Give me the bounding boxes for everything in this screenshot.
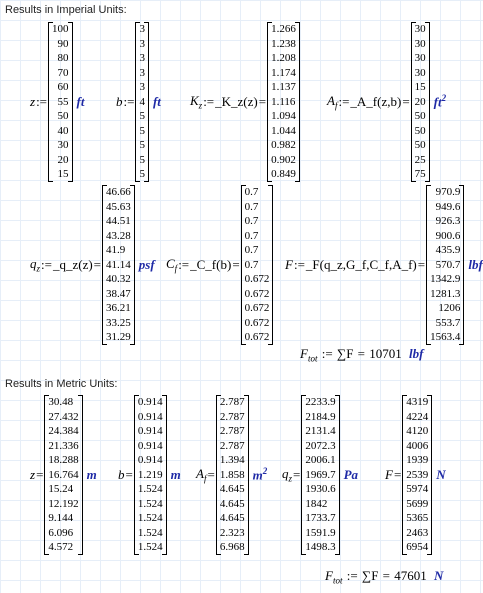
matrix-cell: 949.6 [435, 200, 461, 213]
metric-af-unit: $m^2$ [252, 466, 268, 483]
matrix-cell: 0.672 [244, 302, 270, 314]
define-operator: := [346, 568, 358, 583]
matrix-cell: 6.096 [48, 526, 74, 539]
matrix-cell: 5 [139, 124, 145, 137]
matrix-cell: 30 [414, 52, 426, 64]
matrix-cell: 5 [139, 168, 145, 180]
define-operator: := [203, 93, 215, 109]
ftot-result: 10701 [369, 346, 402, 361]
matrix-cell: 0.7 [244, 258, 259, 271]
matrix-cell: 4.645 [219, 512, 245, 524]
imperial-qz-equation[interactable]: $q_z$ := _q_z(z) = 46.66 45.63 44.51 43.28 41.9 41.14 40.32 38.47 36.21 33.25 31.29 psf [30, 186, 155, 343]
define-operator: := [321, 346, 333, 361]
matrix-cell: 435.9 [435, 244, 461, 256]
matrix-cell: 1.858 [219, 468, 245, 481]
z-matrix [48, 22, 73, 182]
matrix-cell: 0.672 [244, 273, 270, 285]
matrix-cell: 1281.3 [430, 287, 461, 300]
matrix-cell: 0.672 [244, 331, 270, 343]
matrix-cell: 926.3 [435, 215, 461, 227]
matrix-cell: 2.323 [219, 526, 245, 539]
matrix-cell: 100 [52, 23, 69, 35]
matrix-cell: 36.21 [106, 302, 131, 314]
matrix-cell: 1.524 [137, 483, 163, 495]
matrix-cell: 0.7 [244, 186, 259, 198]
imperial-b-equation[interactable] [116, 22, 161, 182]
matrix-cell: 1.238 [271, 37, 296, 50]
matrix-cell: 50 [57, 110, 69, 122]
f-function: _F(q_z,G_f,C_f,A_f) [305, 256, 417, 272]
matrix-cell: 44.51 [106, 215, 131, 227]
matrix-cell: 1.394 [219, 454, 245, 466]
imperial-af-equation[interactable]: $A_f$ := _A_f(z,b) = 30 30 30 30 15 20 50 50 50 25 75 $ft^2$ [327, 23, 447, 180]
matrix-cell: 4224 [406, 410, 429, 423]
matrix-cell: 1.174 [271, 66, 296, 79]
metric-header: Results in Metric Units: [5, 378, 118, 390]
matrix-cell: 12.192 [48, 497, 79, 510]
matrix-cell: 1.524 [137, 497, 163, 510]
matrix-cell: 1206 [438, 302, 461, 314]
cf-label: $C_f$ [166, 255, 178, 274]
matrix-cell: 0.914 [137, 410, 163, 423]
af-matrix [411, 22, 430, 182]
qz-matrix [102, 185, 135, 345]
cf-matrix [241, 185, 274, 345]
matrix-cell: 70 [57, 66, 69, 79]
matrix-cell: 6.968 [219, 541, 245, 553]
matrix-cell: 4.572 [48, 541, 74, 553]
ftot-label: $F_{tot}$ [300, 346, 318, 364]
matrix-cell: 50 [414, 139, 426, 151]
af-label: $A_f$ [327, 92, 338, 111]
qz-label: $q_z$ [282, 465, 293, 484]
matrix-cell: 16.764 [48, 468, 79, 481]
matrix-cell: 1.219 [137, 468, 163, 481]
define-operator: := [36, 93, 48, 109]
imperial-cf-equation[interactable]: $C_f$ := _C_f(b) = 0.7 0.7 0.7 0.7 0.7 0.7 0.672 0.672 0.672 0.672 0.672 [166, 185, 273, 345]
matrix-cell: 24.384 [48, 425, 79, 437]
matrix-cell: 1.524 [137, 541, 163, 553]
f-label: F [285, 256, 293, 272]
matrix-cell: 2072.3 [305, 439, 336, 452]
define-operator: := [293, 256, 305, 272]
matrix-cell: 27.432 [48, 410, 79, 423]
matrix-cell: 0.7 [244, 215, 259, 227]
ftot-label: $F_{tot}$ [325, 568, 343, 586]
matrix-cell: 1.524 [137, 526, 163, 539]
b-matrix [135, 22, 149, 182]
matrix-cell: 0.914 [137, 439, 163, 452]
f-label: F [385, 466, 393, 482]
metric-z-matrix [44, 395, 82, 555]
metric-qz-unit: Pa [343, 466, 359, 482]
matrix-cell: 80 [57, 52, 69, 64]
imperial-z-equation[interactable] [30, 22, 84, 182]
matrix-cell: 3 [139, 52, 145, 64]
metric-b-equation[interactable]: b = 0.914 0.914 0.914 0.914 0.914 1.219 1.524 1.524 1.524 1.524 1.524 m [118, 396, 181, 553]
metric-ftot-equation[interactable]: $F_{tot}$ := ∑F = 47601 N [325, 568, 444, 586]
metric-b-matrix [134, 395, 167, 555]
b-label: b [116, 93, 123, 109]
matrix-cell: 1.266 [271, 23, 296, 35]
matrix-cell: 1930.6 [305, 483, 336, 495]
af-unit: $ft^2$ [433, 93, 447, 110]
matrix-cell: 15 [57, 168, 69, 180]
matrix-cell: 90 [57, 37, 69, 50]
define-operator: := [41, 256, 52, 272]
matrix-cell: 1.208 [271, 52, 296, 64]
metric-b-unit: m [170, 466, 181, 482]
matrix-cell: 31.29 [106, 331, 131, 343]
matrix-cell: 0.914 [137, 425, 163, 437]
matrix-cell: 1969.7 [305, 468, 336, 481]
matrix-cell: 20 [414, 95, 426, 108]
matrix-cell: 0.7 [244, 200, 259, 213]
define-operator: := [338, 93, 350, 109]
matrix-cell: 2233.9 [305, 396, 336, 408]
matrix-cell: 1.044 [271, 124, 296, 137]
imperial-header: Results in Imperial Units: [5, 4, 127, 16]
matrix-cell: 41.9 [106, 244, 126, 256]
b-unit: ft [152, 93, 161, 109]
metric-f-unit: N [436, 466, 446, 482]
matrix-cell: 0.7 [244, 229, 259, 242]
matrix-cell: 3 [139, 23, 145, 35]
matrix-cell: 2.787 [219, 410, 245, 423]
kz-label: $K_z$ [190, 92, 203, 111]
matrix-cell: 50 [414, 110, 426, 122]
matrix-cell: 30 [414, 37, 426, 50]
matrix-cell: 2.787 [219, 439, 245, 452]
z-label: z [30, 466, 36, 482]
matrix-cell: 4.645 [219, 483, 245, 495]
matrix-cell: 3 [139, 37, 145, 50]
matrix-cell: 1563.4 [430, 331, 461, 343]
matrix-cell: 4.645 [219, 497, 245, 510]
define-operator: := [178, 256, 190, 272]
imperial-kz-equation[interactable]: $K_z$ := _K_z(z) = 1.266 1.238 1.208 1.174 1.137 1.116 1.094 1.044 0.982 0.902 0.849 [190, 22, 300, 182]
matrix-cell: 43.28 [106, 229, 131, 242]
matrix-cell: 5 [139, 139, 145, 151]
matrix-cell: 5 [139, 153, 145, 166]
matrix-cell: 30.48 [48, 396, 74, 408]
matrix-cell: 5365 [406, 512, 429, 524]
matrix-cell: 2184.9 [305, 410, 336, 423]
matrix-cell: 2006.1 [305, 454, 336, 466]
matrix-cell: 5974 [406, 483, 429, 495]
matrix-cell: 570.7 [435, 258, 461, 271]
matrix-cell: 5 [139, 110, 145, 122]
matrix-cell: 55 [57, 95, 69, 108]
f-unit: lbf [468, 256, 483, 272]
matrix-cell: 60 [57, 81, 69, 93]
kz-function: _K_z(z) [215, 93, 258, 109]
matrix-cell: 30 [414, 66, 426, 79]
matrix-cell: 5699 [406, 497, 429, 510]
matrix-cell: 20 [57, 153, 69, 166]
matrix-cell: 1.524 [137, 512, 163, 524]
matrix-cell: 1591.9 [305, 526, 336, 539]
ftot-unit: N [434, 568, 444, 583]
matrix-cell: 0.914 [137, 396, 163, 408]
ftot-result: 47601 [394, 568, 427, 583]
qz-unit: psf [138, 256, 155, 272]
metric-z-equation[interactable]: z = 30.48 27.432 24.384 21.336 18.288 16.764 15.24 12.192 9.144 6.096 4.572 m [30, 396, 97, 553]
matrix-cell: 1.116 [271, 95, 296, 108]
matrix-cell: 40 [57, 124, 69, 137]
matrix-cell: 1939 [406, 454, 429, 466]
matrix-cell: 3 [139, 66, 145, 79]
matrix-cell: 0.982 [271, 139, 296, 151]
metric-z-unit: m [86, 466, 97, 482]
metric-qz-matrix [301, 395, 339, 555]
matrix-cell: 15.24 [48, 483, 74, 495]
metric-f-equation[interactable]: F = 4319 4224 4120 4006 1939 2539 5974 5699 5365 2463 6954 N [385, 396, 446, 553]
matrix-cell: 46.66 [106, 186, 131, 198]
matrix-cell: 15 [414, 81, 426, 93]
ftot-unit: lbf [409, 346, 424, 361]
metric-af-equation[interactable]: $A_f$ = 2.787 2.787 2.787 2.787 1.394 1.858 4.645 4.645 4.645 2.323 6.968 $m^2$ [196, 396, 268, 553]
ftot-sum-expr: ∑F [361, 568, 379, 583]
matrix-cell: 2.787 [219, 396, 245, 408]
matrix-cell: 1.094 [271, 110, 296, 122]
f-matrix [426, 185, 464, 345]
matrix-cell: 0.914 [137, 454, 163, 466]
metric-af-matrix [216, 395, 249, 555]
cf-function: _C_f(b) [190, 256, 232, 272]
matrix-cell: 40.32 [106, 273, 131, 285]
matrix-cell: 45.63 [106, 200, 131, 213]
matrix-cell: 2539 [406, 468, 429, 481]
b-label: b [118, 466, 125, 482]
matrix-cell: 0.672 [244, 316, 270, 329]
matrix-cell: 2.787 [219, 425, 245, 437]
matrix-cell: 21.336 [48, 439, 79, 452]
matrix-cell: 2131.4 [305, 425, 336, 437]
matrix-cell: 30 [414, 23, 426, 35]
matrix-cell: 1733.7 [305, 512, 336, 524]
matrix-cell: 3 [139, 81, 145, 93]
af-label: $A_f$ [196, 465, 207, 484]
matrix-cell: 6954 [406, 541, 429, 553]
matrix-cell: 50 [414, 124, 426, 137]
ftot-sum-expr: ∑F [336, 346, 354, 361]
matrix-cell: 1498.3 [305, 541, 336, 553]
matrix-cell: 0.7 [244, 244, 259, 256]
z-unit: ft [76, 93, 85, 109]
matrix-cell: 0.849 [271, 168, 296, 180]
matrix-cell: 33.25 [106, 316, 131, 329]
metric-f-matrix [402, 395, 432, 555]
qz-label: $q_z$ [30, 255, 41, 274]
matrix-cell: 38.47 [106, 287, 131, 300]
matrix-cell: 18.288 [48, 454, 79, 466]
qz-function: _q_z(z) [52, 256, 93, 272]
imperial-ftot-equation[interactable]: $F_{tot}$ := ∑F = 10701 lbf [300, 346, 424, 364]
matrix-cell: 0.902 [271, 153, 296, 166]
matrix-cell: 4120 [406, 425, 429, 437]
matrix-cell: 4006 [406, 439, 429, 452]
matrix-cell: 75 [414, 168, 426, 180]
matrix-cell: 1842 [305, 497, 328, 510]
matrix-cell: 25 [414, 153, 426, 166]
matrix-cell: 4 [139, 95, 145, 108]
matrix-cell: 1342.9 [430, 273, 461, 285]
matrix-cell: 4319 [406, 396, 429, 408]
matrix-cell: 970.9 [435, 186, 461, 198]
define-operator: := [123, 93, 135, 109]
matrix-cell: 2463 [406, 526, 429, 539]
matrix-cell: 30 [57, 139, 69, 151]
imperial-f-equation[interactable]: F := _F(q_z,G_f,C_f,A_f) = 970.9 949.6 926.3 900.6 435.9 570.7 1342.9 1281.3 1206 553.7 1563.4 lbf [285, 186, 483, 343]
matrix-cell: 41.14 [106, 258, 131, 271]
matrix-cell: 553.7 [435, 316, 461, 329]
matrix-cell: 900.6 [435, 229, 461, 242]
kz-matrix [267, 22, 300, 182]
matrix-cell: 1.137 [271, 81, 296, 93]
metric-qz-equation[interactable]: $q_z$ = 2233.9 2184.9 2131.4 2072.3 2006.1 1969.7 1930.6 1842 1733.7 1591.9 1498.3 Pa [282, 396, 359, 553]
af-function: _A_f(z,b) [350, 93, 402, 109]
matrix-cell: 0.672 [244, 287, 270, 300]
z-label: z [30, 93, 36, 109]
matrix-cell: 9.144 [48, 512, 74, 524]
